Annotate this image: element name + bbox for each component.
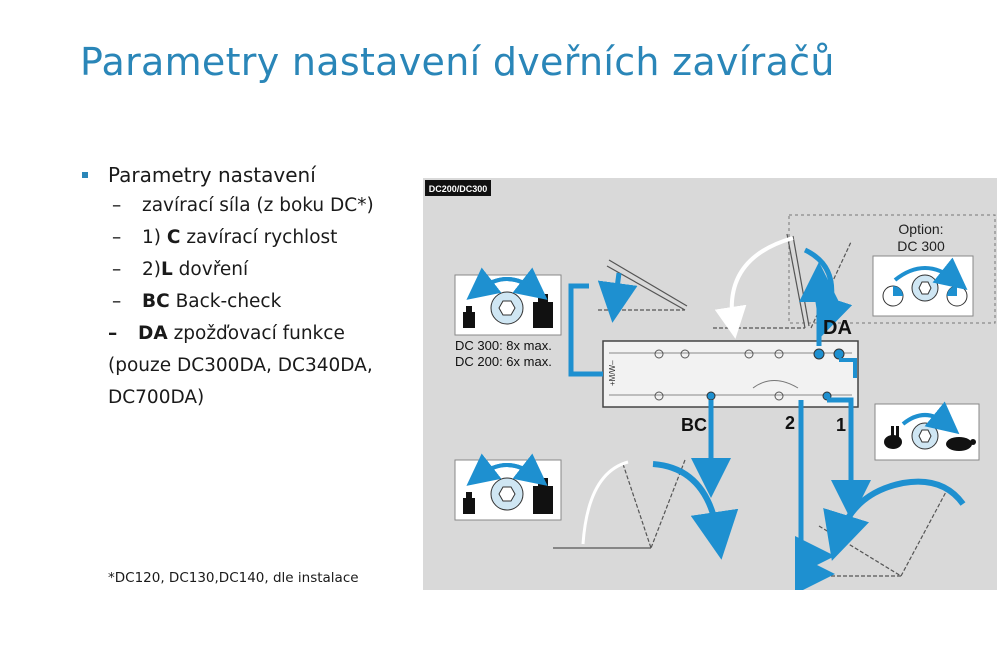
bullet-heading (80, 160, 410, 190)
list-item-latching (80, 254, 410, 286)
dash: – (112, 195, 122, 216)
door-closer-diagram (423, 178, 997, 590)
arrow-back-check (653, 464, 718, 536)
item-prefix: 1) (142, 227, 167, 248)
label-1: 1 (836, 415, 847, 435)
item-text: zavírací síla (z boku DC*) (142, 195, 374, 216)
list-item-back-check (80, 286, 410, 318)
closing-speed-icon (875, 404, 979, 460)
parameter-list (80, 160, 410, 414)
door-closer-body (603, 341, 858, 407)
label-bc: BC (681, 415, 707, 435)
body-marking: +M/W– (608, 360, 617, 386)
label-da: DA (823, 317, 852, 339)
item-text: zavírací rychlost (180, 227, 338, 248)
delay-timer-icon (873, 256, 973, 316)
arrow-latching (801, 400, 815, 556)
delay-note-line-2: DC700DA) (108, 387, 205, 408)
limit-line-1: DC 300: 8x max. (455, 338, 552, 353)
closing-force-icon-top (455, 275, 561, 335)
list-item-closing-speed (80, 222, 410, 254)
item-text: Back-check (169, 291, 282, 312)
arrow-top-left-swing (615, 273, 619, 303)
arrow-closing-speed (839, 482, 963, 538)
option-label-2: DC 300 (897, 238, 945, 254)
item-code: DA (138, 323, 168, 344)
item-code: L (161, 259, 173, 280)
item-text: zpožďovací funkce (167, 323, 345, 344)
door-arm-top-left (598, 260, 687, 310)
item-code: C (166, 227, 181, 248)
item-text: dovření (172, 259, 249, 280)
limit-line-2: DC 200: 6x max. (455, 354, 552, 369)
dash: – (112, 227, 122, 248)
label-2: 2 (785, 413, 796, 433)
arrow-top-white (732, 238, 793, 323)
closing-force-icon-bottom (455, 460, 561, 520)
connector-force-top (571, 286, 603, 374)
list-item-delay (80, 318, 410, 350)
list-item-closing-force (80, 190, 410, 222)
footnote: *DC120, DC130,DC140, dle instalace (108, 570, 359, 586)
option-label-1: Option: (898, 221, 944, 237)
model-tag: DC200/DC300 (428, 184, 488, 194)
item-prefix: 2) (142, 259, 161, 280)
diagram-svg (423, 178, 997, 590)
bullet-square-icon (82, 172, 88, 178)
delay-note-line-1: (pouze DC300DA, DC340DA, (108, 355, 373, 376)
dash: – (112, 291, 122, 312)
dash: – (112, 259, 122, 280)
dash: – (108, 323, 118, 344)
bullet-heading-text: Parametry nastavení (108, 163, 316, 187)
page-title: Parametry nastavení dveřních zavíračů (80, 40, 835, 84)
item-code: BC (142, 291, 170, 312)
door-arm-bottom-left (553, 460, 685, 548)
